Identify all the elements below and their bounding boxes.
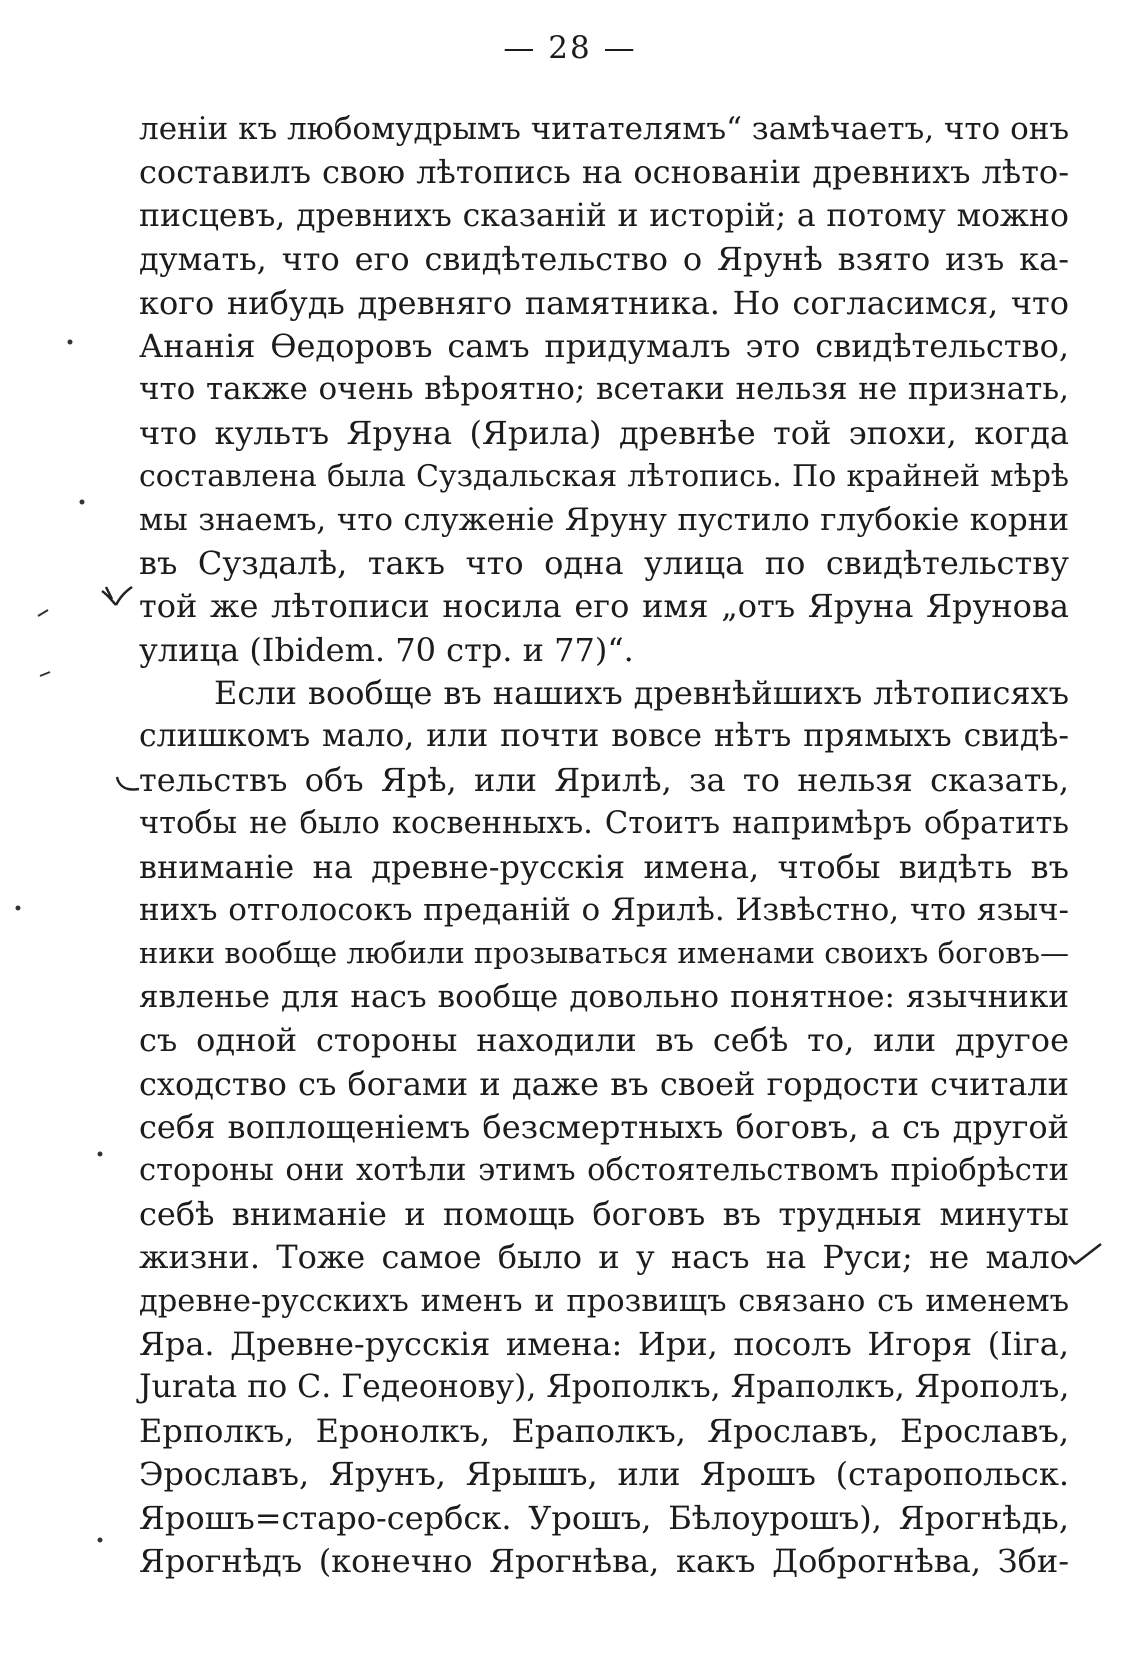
margin-dot-icon — [66, 338, 74, 346]
margin-dot-icon — [14, 904, 22, 912]
text-line: вниманіе на древне-русскія имена, чтобы видѣть въ — [139, 847, 1069, 886]
margin-dot-icon — [96, 1536, 104, 1544]
margin-dash-icon — [36, 608, 50, 618]
text-line: древне-русскихъ именъ и прозвищъ связано съ именемъ — [139, 1283, 1069, 1319]
margin-check-mark-icon — [100, 585, 134, 611]
margin-dot-icon — [78, 498, 86, 506]
text-line: Jurata по С. Гедеонову), Ярополкъ, Яраполкъ, Ярополъ, — [139, 1369, 1070, 1406]
text-line: жизни. Тоже самое было и у насъ на Руси; не мало — [139, 1238, 1069, 1277]
text-line: мы знаемъ, что служеніе Яруну пустило глубокіе корни — [139, 501, 1069, 538]
text-line: ники вообще любили прозываться именами своихъ боговъ— — [139, 936, 1069, 971]
paragraph-end-line: улица (Ibidem. 70 стр. и 77)“. — [139, 630, 634, 669]
text-line: себѣ вниманіе и помощь боговъ въ трудныя минуты — [139, 1194, 1069, 1233]
text-line: Ананія Ѳедоровъ самъ придумалъ это свидѣтельство, — [139, 326, 1069, 365]
text-line: Ерполкъ, Еронолкъ, Ераполкъ, Ярославъ, Ерославъ, — [139, 1411, 1069, 1450]
text-line: писцевъ, древнихъ сказаній и исторій; а потому можно — [139, 197, 1069, 234]
body-text — [139, 108, 1069, 1583]
text-line: что также очень вѣроятно; всетаки нельзя не признать, — [139, 371, 1069, 408]
paragraph-start-line: Если вообще въ нашихъ древнѣйшихъ лѣтописяхъ — [214, 674, 1069, 713]
text-line: Ярошъ=старо-сербск. Урошъ, Бѣлоурошъ), Ярогнѣдь, — [139, 1498, 1069, 1537]
text-line: той же лѣтописи носила его имя „отъ Яруна Ярунова — [139, 587, 1069, 626]
text-line: думать, что его свидѣтельство о Ярунѣ взято изъ ка- — [139, 240, 1069, 279]
text-line: леніи къ любомудрымъ читателямъ“ замѣчаетъ, что онъ — [139, 111, 1070, 147]
text-line: съ одной стороны находили въ себѣ то, или другое — [139, 1021, 1069, 1060]
text-line: сходство съ богами и даже въ своей гордости считали — [139, 1064, 1069, 1103]
text-line: нихъ отголосокъ преданій о Ярилѣ. Извѣстно, что языч- — [139, 892, 1069, 929]
text-line: чтобы не было косвенныхъ. Стоитъ напримѣръ обратить — [139, 806, 1069, 842]
text-line: составилъ свою лѣтопись на основаніи древнихъ лѣто- — [139, 153, 1069, 192]
page-number: — 28 — — [503, 30, 637, 66]
text-line: кого нибудь древняго памятника. Но согласимся, что — [139, 283, 1069, 322]
text-line: что культъ Яруна (Ярила) древнѣе той эпохи, когда — [139, 413, 1069, 452]
text-line: себя воплощеніемъ безсмертныхъ боговъ, а съ другой — [139, 1107, 1069, 1146]
text-line: стороны они хотѣли этимъ обстоятельствомъ пріобрѣсти — [139, 1153, 1069, 1189]
margin-slash-mark-icon — [1065, 1238, 1105, 1274]
margin-dash-icon — [38, 668, 52, 678]
text-line: Яра. Древне-русскія имена: Ири, посолъ Игоря (Iiга, — [139, 1324, 1069, 1363]
text-line: тельствъ объ Ярѣ, или Ярилѣ, за то нельзя сказать, — [139, 760, 1069, 799]
text-line: Ярогнѣдъ (конечно Ярогнѣва, какъ Доброгнѣва, Зби- — [139, 1541, 1069, 1580]
text-line: Эрославъ, Ярунъ, Ярышъ, или Ярошъ (старопольск. — [139, 1455, 1069, 1494]
text-line: явленье для насъ вообще довольно понятное: язычники — [139, 978, 1069, 1015]
margin-curve-mark-icon — [115, 775, 141, 793]
text-line: составлена была Суздальская лѣтопись. По крайней мѣрѣ — [139, 459, 1069, 495]
text-line: слишкомъ мало, или почти вовсе нѣтъ прямыхъ свидѣ- — [139, 718, 1069, 755]
text-line: въ Суздалѣ, такъ что одна улица по свидѣтельству — [139, 543, 1069, 582]
margin-dot-icon — [96, 1150, 104, 1158]
